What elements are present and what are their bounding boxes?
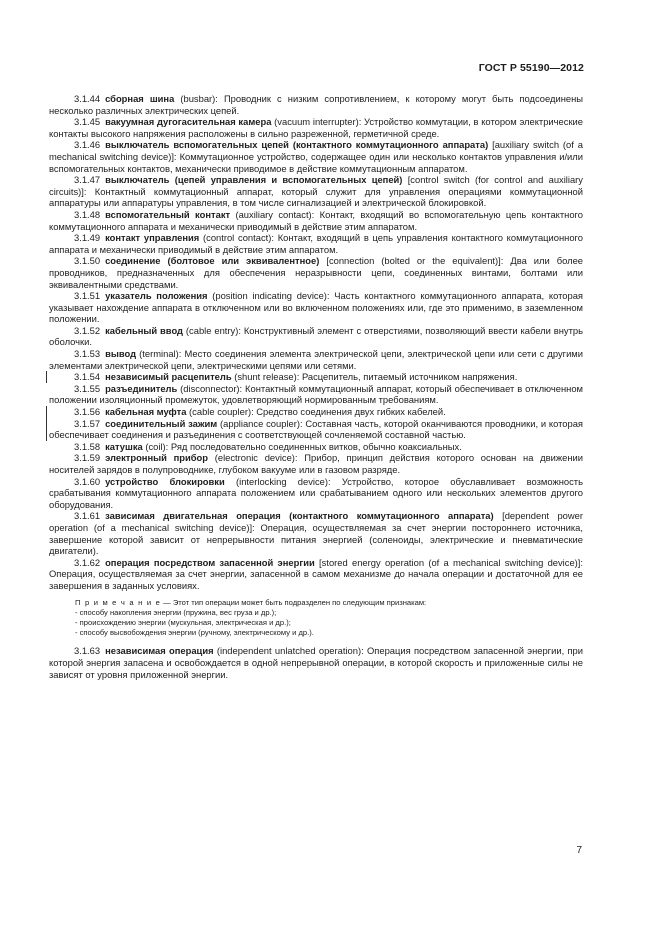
entry-term: независимый расцепитель — [105, 371, 232, 383]
entry-number: 3.1.48 — [74, 208, 101, 220]
definition-entry-3-1-45 — [49, 116, 583, 139]
entry-text: (electronic device): Прибор, принцип действия которого основан на движении носителей зарядов в полупроводнике, глубоком вакууме или в газовом разряде. — [49, 452, 583, 475]
note-item: - способу высвобождения энергии (ручному, электрическому и др.). — [75, 628, 314, 638]
entry-text: (disconnector): Контактный коммутационный аппарат, который обеспечивает в отключенном положении изоляционный промежуток, удовлетворяющий нормированным требованиям. — [49, 382, 583, 406]
entry-text: (busbar): Проводник с низким сопротивлением, к которому могут быть подсоединены несколько различных электрических цепей. — [49, 93, 583, 116]
definition-entry-3-1-59 — [49, 452, 583, 475]
entry-number: 3.1.52 — [74, 324, 101, 336]
entry-number: 3.1.57 — [74, 417, 101, 429]
entry-term: операция посредством запасенной энергии — [105, 556, 315, 568]
entry-term: выключатель вспомогательных цепей (контактного коммутационного аппарата) — [105, 139, 489, 151]
definition-entry-3-1-51 — [49, 290, 583, 325]
entry-text: (position indicating device): Часть контактного коммутационного аппарата, которая указывает нахождение аппарата в отключенном или во включенном положениях или, где это применимо, в заземленном положении. — [49, 290, 583, 325]
note-label: П р и м е ч а н и е — [75, 597, 161, 607]
entry-text: (terminal): Место соединения элемента электрической цепи, электрической цепи или сети с другими элементами электрической цепи, электрическими цепями или сетями. — [49, 348, 583, 371]
definition-entry-3-1-60 — [49, 476, 583, 511]
entry-text: [control switch (for control and auxiliary circuits)]: Контактный коммутационный аппарат, который служит для управления операциями коммутационной аппаратуры или аппаратуры управления, в том числе сигнализацией и электрической блокировкой. — [49, 174, 583, 209]
entry-term: сборная шина — [105, 93, 175, 104]
definition-entry-3-1-53 — [49, 348, 583, 371]
entry-number: 3.1.59 — [74, 452, 101, 464]
entry-number: 3.1.55 — [74, 382, 101, 394]
entry-number: 3.1.53 — [74, 348, 101, 360]
note-item: - происхождению энергии (мускульная, электрическая и др.); — [75, 617, 291, 627]
entry-number: 3.1.56 — [74, 406, 101, 418]
entry-term: кабельная муфта — [105, 406, 187, 418]
entry-text: (interlocking device): Устройство, которое обуславливает возможность срабатывания коммутационного аппарата положением или срабатыванием одного или нескольких элементов другого оборудования. — [49, 475, 583, 510]
entry-term: независимая операция — [105, 645, 214, 657]
entry-number: 3.1.54 — [74, 371, 101, 383]
entry-text: (control contact): Контакт, входящий в цепь управления контактного коммутационного аппарата и механически приводимый в действие этим аппаратом. — [49, 232, 583, 255]
entry-number: 3.1.45 — [74, 116, 101, 128]
entry-text: (shunt release): Расцепитель, питаемый источником напряжения. — [231, 371, 518, 383]
entry-number: 3.1.61 — [74, 510, 101, 522]
entry-term: вывод — [105, 348, 137, 360]
note-intro: — Этот тип операции может быть подразделен по следующим признакам: — [161, 597, 427, 607]
entry-term: соединение (болтовое или эквивалентное) — [105, 255, 320, 267]
entry-text: [connection (bolted or the equivalent)]: Два или более проводников, предназначенных для обеспечения неразрывности цепи, соединенных винтами, болтами или эквивалентными средствами. — [49, 255, 583, 290]
definition-entry-3-1-61 — [49, 510, 583, 556]
definition-entry-3-1-57 — [46, 418, 583, 441]
note-block — [75, 598, 583, 639]
entry-number: 3.1.63 — [74, 645, 101, 657]
definition-entry-3-1-48 — [49, 209, 583, 232]
definition-entry-3-1-56 — [46, 406, 583, 418]
entry-term: устройство блокировки — [105, 475, 225, 487]
entry-term: вакуумная дугогасительная камера — [105, 116, 272, 128]
entry-term: катушка — [105, 440, 143, 452]
note-item: - способу накопления энергии (пружина, вес груза и др.); — [75, 607, 277, 617]
note-heading — [75, 598, 583, 608]
entry-number: 3.1.44 — [74, 93, 101, 104]
definition-entry-3-1-47 — [49, 174, 583, 209]
entry-text: (cable entry): Конструктивный элемент с отверстиями, позволяющий ввести кабели внутрь оболочки. — [49, 324, 584, 348]
definitions-list — [49, 93, 583, 592]
entry-term: контакт управления — [105, 232, 200, 244]
entry-number: 3.1.51 — [74, 290, 101, 302]
definition-entry-3-1-58 — [49, 441, 583, 453]
entry-text: [stored energy operation (of a mechanical switching device)]: Операция, осуществляемая за счет энергии, запасенной в самом механизме до начала операции и достаточной для ее завершения в заданных условиях. — [49, 556, 583, 591]
entry-term: выключатель (цепей управления и вспомогательных цепей) — [105, 174, 403, 186]
entry-text: [dependent power operation (of a mechanical switching device)]: Операция, осуществляемая за счет энергии постороннего источника, завершение которой зависит от непрерывности питания энергией (соленоиды, электрические и пневматические двигатели). — [49, 510, 583, 557]
page-number: 7 — [576, 845, 582, 856]
entry-text: (auxiliary contact): Контакт, входящий во вспомогательную цепь контактного коммутационного аппарата и механически приводимый в действие этим аппаратом. — [49, 208, 583, 232]
entry-number: 3.1.50 — [74, 255, 101, 267]
entry-text: (cable coupler): Средство соединения двух гибких кабелей. — [186, 406, 446, 418]
entry-term: кабельный ввод — [105, 324, 184, 336]
entry-term: вспомогательный контакт — [105, 208, 231, 220]
definitions-body — [49, 93, 583, 680]
entry-number: 3.1.60 — [74, 475, 101, 487]
entry-text: (appliance coupler): Составная часть, которой оканчиваются проводники, и которая обеспечивает соединения и разъединения с соответствующей сочленяемой составной частью. — [49, 417, 583, 441]
definition-entry-3-1-46 — [49, 139, 583, 174]
standard-header: ГОСТ Р 55190—2012 — [478, 62, 584, 74]
entry-term: разъединитель — [105, 382, 178, 394]
definition-entry-3-1-52 — [49, 325, 583, 348]
entry-text: (vacuum interrupter): Устройство коммутации, в котором электрические контакты высокого напряжения расположены в сильно разреженной, герметичной среде. — [49, 116, 584, 139]
definition-entry-3-1-50 — [49, 255, 583, 290]
definition-entry-3-1-62 — [49, 557, 583, 592]
entry-number: 3.1.49 — [74, 232, 101, 244]
entry-term: электронный прибор — [105, 452, 209, 464]
entry-term: зависимая двигательная операция (контактного коммутационного аппарата) — [105, 510, 494, 522]
entry-number: 3.1.47 — [74, 174, 101, 186]
entry-term: указатель положения — [105, 290, 208, 302]
entry-text: (independent unlatched operation): Операция посредством запасенной энергии, при которой энергия запасена и освобождается в одной непрерывной операции, в которой скорость и приложенные силы не зависят от уровня приложенной энергии. — [49, 645, 583, 680]
definition-entry-3-1-44 — [49, 93, 583, 116]
definition-entry-3-1-55 — [49, 383, 583, 406]
definition-entry-3-1-49 — [49, 232, 583, 255]
definition-entry-3-1-63 — [49, 645, 583, 680]
entry-number: 3.1.58 — [74, 440, 101, 452]
entry-number: 3.1.46 — [74, 139, 101, 151]
entry-text: [auxiliary switch (of a mechanical switching device)]: Коммутационное устройство, содержащее один или несколько контактов управления и/или вспомогательных контактов, механически приводимое в действие коммутационным аппаратом. — [49, 139, 583, 174]
entry-text: (coil): Ряд последовательно соединенных витков, обычно коаксиальных. — [142, 440, 462, 452]
entry-term: соединительный зажим — [105, 417, 218, 429]
entry-number: 3.1.62 — [74, 556, 101, 568]
definition-entry-3-1-54 — [46, 371, 583, 383]
